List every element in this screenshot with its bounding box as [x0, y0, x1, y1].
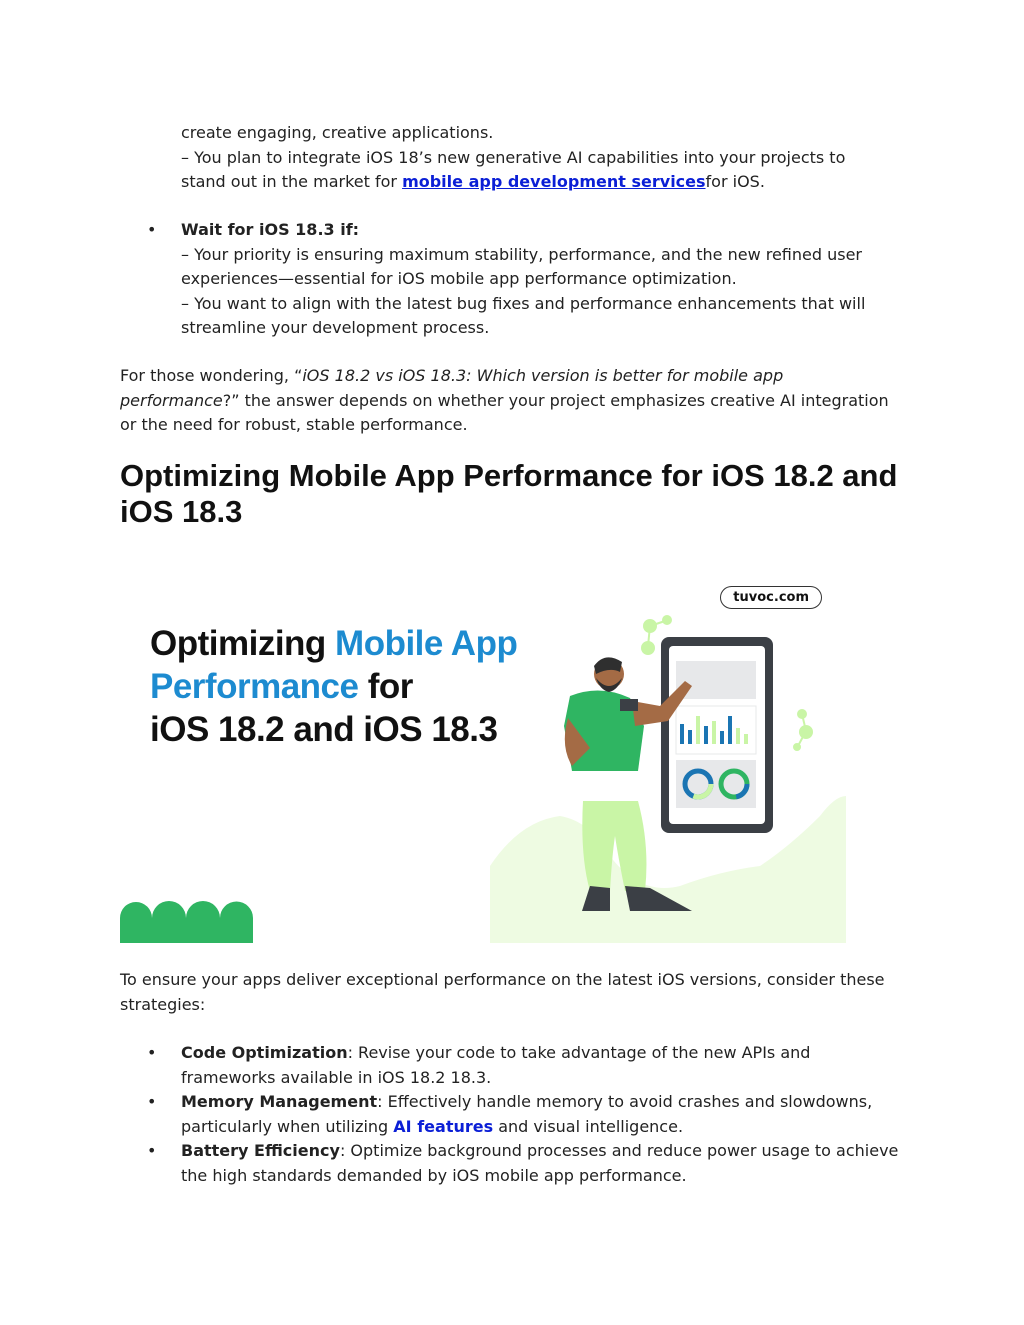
wondering-line-1: For those wondering, “iOS 18.2 vs iOS 18.3: Which version is better for mobile app	[120, 366, 784, 385]
wait-list-item	[181, 218, 921, 341]
bullet-marker: •	[147, 1043, 157, 1062]
banner-title-line-3: iOS 18.2 and iOS 18.3	[150, 710, 498, 749]
wait-title: Wait for iOS 18.3 if:	[181, 220, 360, 239]
strategies-intro-line-1: To ensure your apps deliver exceptional performance on the latest iOS versions, consider these	[120, 970, 885, 989]
section-heading-line-1: Optimizing Mobile App Performance for iOS 18.2 and	[120, 458, 898, 493]
mobile-app-development-services-link[interactable]: mobile app development services	[402, 172, 706, 191]
wait-line-3: – You want to align with the latest bug fixes and performance enhancements that will	[181, 293, 866, 313]
phone-illustration	[661, 637, 773, 833]
strategy-title-code: Code Optimization	[181, 1043, 348, 1062]
intro-line-3	[181, 170, 921, 195]
wondering-italic-question: iOS 18.2 vs iOS 18.3: Which version is better for mobile app	[302, 366, 784, 385]
strategy-item-code: Code Optimization: Revise your code to take advantage of the new APIs and frameworks available in iOS 18.2 18.3.	[181, 1043, 811, 1087]
strategy-title-memory: Memory Management	[181, 1092, 378, 1111]
intro-line-1: create engaging, creative applications.	[181, 123, 494, 142]
bullet-marker: •	[147, 220, 157, 239]
article-banner-image	[120, 566, 846, 943]
banner-title-line-2: Performance for	[150, 667, 413, 706]
tuvoc-badge: tuvoc.com	[720, 586, 822, 609]
strategy-title-battery: Battery Efficiency	[181, 1141, 340, 1160]
wondering-line-2: performance?” the answer depends on whether your project emphasizes creative AI integration	[120, 390, 889, 410]
intro-line-3-suffix: for iOS.	[705, 172, 765, 191]
section-heading-line-2: iOS 18.3	[120, 494, 243, 529]
strategies-intro	[120, 968, 910, 1017]
wait-line-1: – Your priority is ensuring maximum stability, performance, and the new refined user	[181, 244, 863, 264]
banner-title-line-1: Optimizing Mobile App	[150, 624, 518, 663]
intro-continuation	[181, 121, 921, 195]
strategy-item-memory: Memory Management: Effectively handle memory to avoid crashes and slowdowns, particularly when utilizing AI features and visual intelligence.	[181, 1092, 873, 1136]
strategy-item-battery: Battery Efficiency: Optimize background processes and reduce power usage to achieve the high standards demanded by iOS mobile app performance.	[181, 1141, 899, 1185]
strategies-intro-line-2: strategies:	[120, 994, 206, 1014]
section-heading	[120, 458, 920, 530]
wondering-line-3: or the need for robust, stable performance.	[120, 415, 468, 434]
intro-line-3-prefix: stand out in the market for	[181, 172, 403, 191]
banner-title	[150, 622, 517, 751]
wondering-italic-performance: performance	[120, 390, 223, 410]
bullet-marker: •	[147, 1092, 157, 1111]
intro-line-2: – You plan to integrate iOS 18’s new generative AI capabilities into your projects to	[181, 147, 846, 167]
wait-line-2: experiences—essential for iOS mobile app performance optimization.	[181, 269, 737, 288]
decorative-scallop	[120, 901, 253, 943]
wondering-paragraph	[120, 364, 910, 438]
wait-line-4: streamline your development process.	[181, 318, 490, 337]
ai-features-link[interactable]: AI features	[393, 1116, 494, 1136]
bullet-marker: •	[147, 1141, 157, 1160]
